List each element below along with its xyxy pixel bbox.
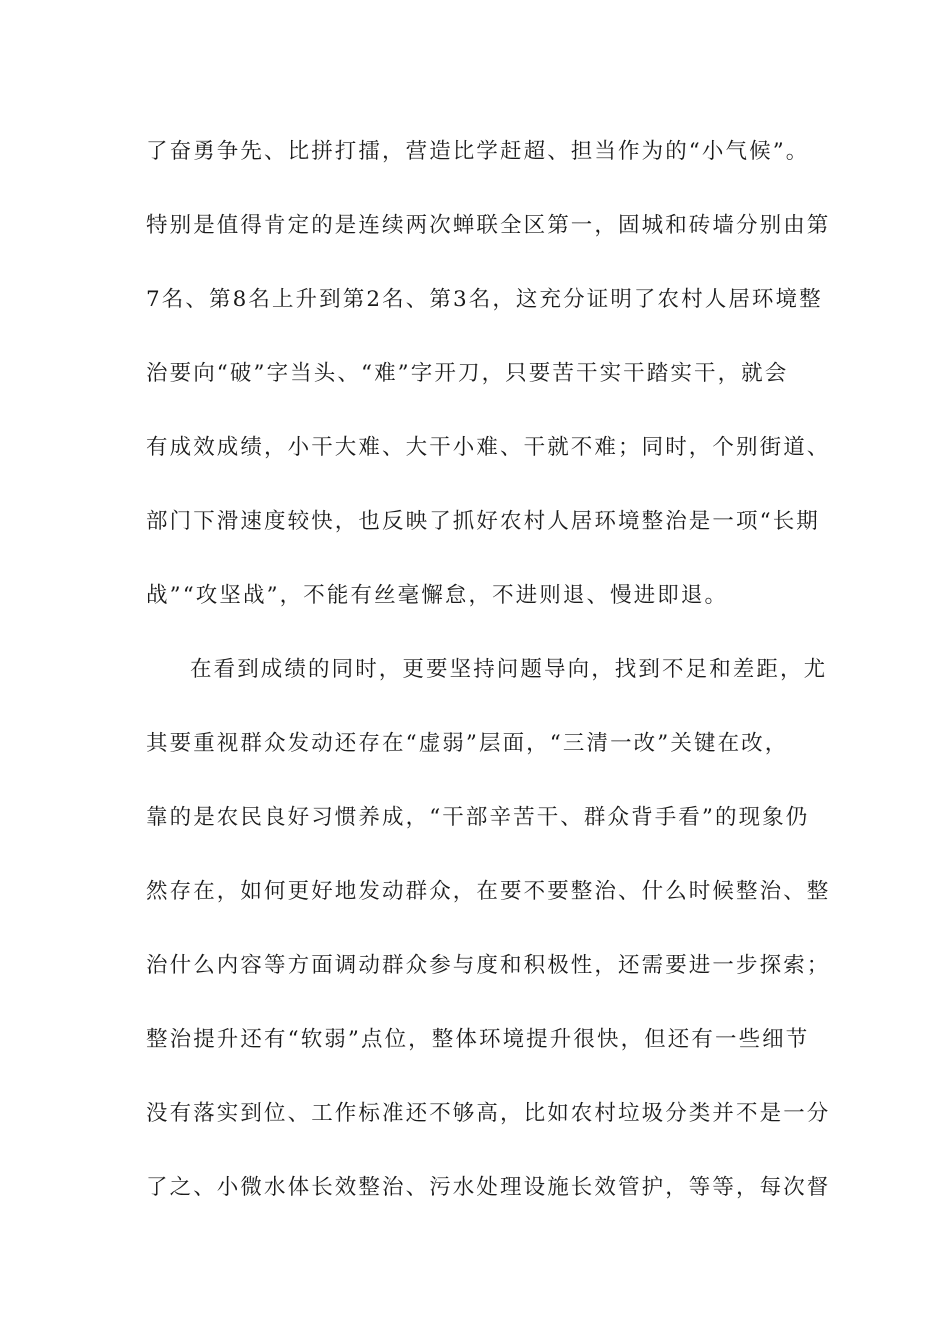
text-line: 有成效成绩，小干大难、大干小难、干就不难；同时，个别街道、 (146, 435, 831, 460)
paragraph-first-line: 在看到成绩的同时，更要坚持问题导向，找到不足和差距，尤 (190, 657, 828, 682)
text-line: 靠的是农民良好习惯养成，“干部辛苦干、群众背手看”的现象仍 (146, 805, 810, 830)
text-line: 了奋勇争先、比拼打擂，营造比学赶超、担当作为的“小气候”。 (146, 139, 810, 164)
text-line: 治要向“破”字当头、“难”字开刀，只要苦干实干踏实干，就会 (146, 361, 789, 386)
text-line: 部门下滑速度较快，也反映了抓好农村人居环境整治是一项“长期 (146, 509, 820, 534)
text-line: 特别是值得肯定的是连续两次蝉联全区第一，固城和砖墙分别由第 (146, 213, 831, 238)
text-line: 其要重视群众发动还存在“虚弱”层面，“三清一改”关键在改， (146, 731, 789, 756)
text-line: 然存在，如何更好地发动群众，在要不要整治、什么时候整治、整 (146, 879, 831, 904)
text-line: 整治提升还有“软弱”点位，整体环境提升很快，但还有一些细节 (146, 1027, 810, 1052)
text-line: 了之、小微水体长效整治、污水处理设施长效管护，等等，每次督 (146, 1175, 831, 1200)
text-line: 没有落实到位、工作标准还不够高，比如农村垃圾分类并不是一分 (146, 1101, 831, 1126)
text-line: 治什么内容等方面调动群众参与度和积极性，还需要进一步探索； (146, 953, 831, 978)
text-line: 7名、第8名上升到第2名、第3名，这充分证明了农村人居环境整 (146, 287, 823, 312)
text-line: 战”“攻坚战”，不能有丝毫懈怠，不进则退、慢进即退。 (146, 583, 729, 608)
